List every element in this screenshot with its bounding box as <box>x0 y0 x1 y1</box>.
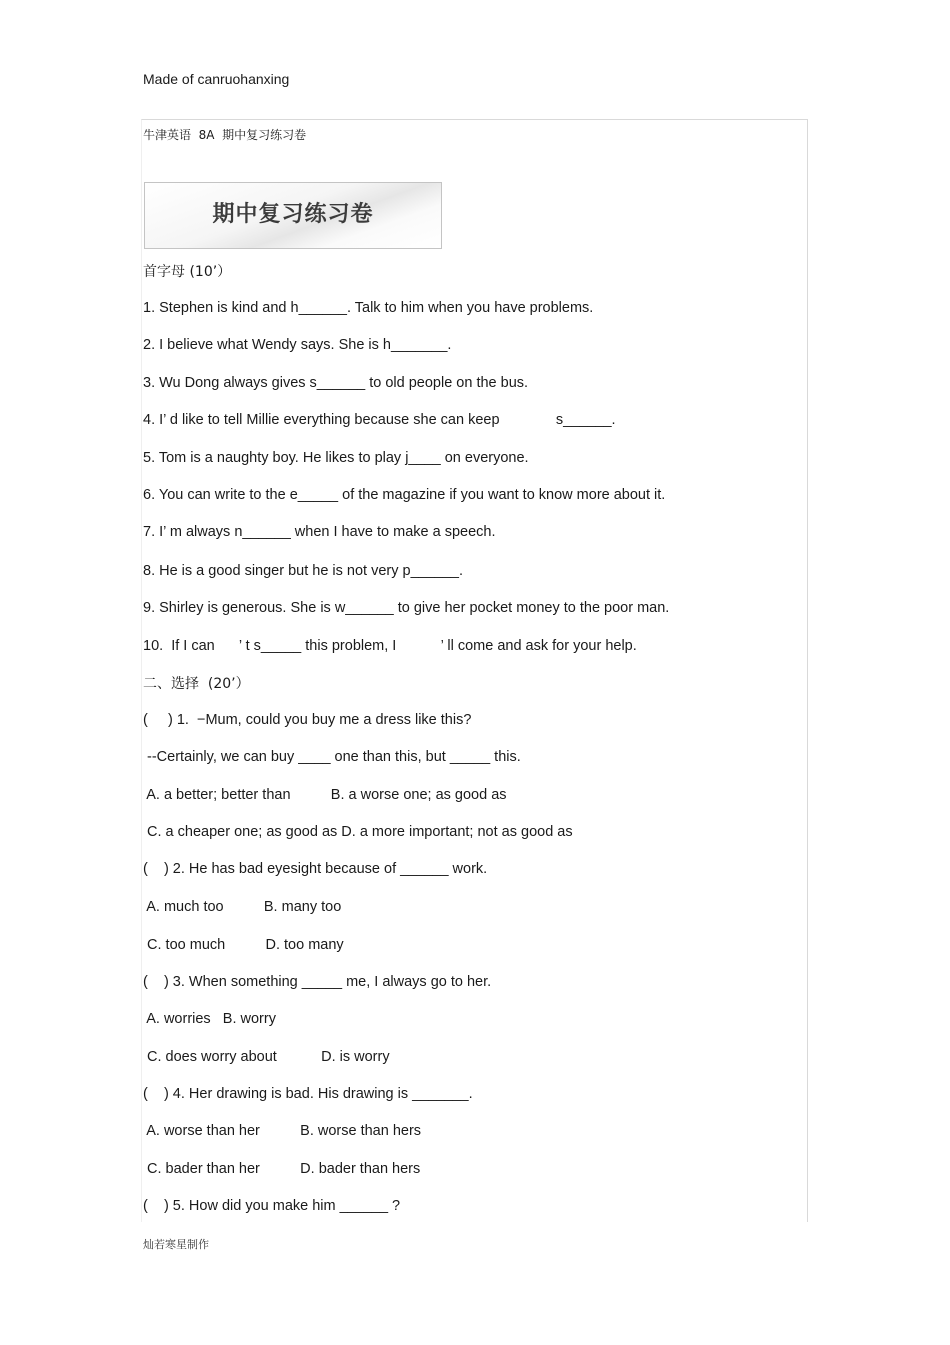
question-line: 1. Stephen is kind and h______. Talk to him when you have problems. <box>143 300 594 316</box>
choice-line: --Certainly, we can buy ____ one than this, but _____ this. <box>143 749 521 765</box>
choice-line: C. bader than her D. bader than hers <box>143 1161 421 1177</box>
section-1-title: 首字母 (10’） <box>143 264 232 280</box>
choice-line: C. does worry about D. is worry <box>143 1049 390 1065</box>
question-line: 4. I’ d like to tell Millie everything because she can keep s______. <box>143 412 616 428</box>
choice-line: C. too much D. too many <box>143 937 344 953</box>
question-line: 2. I believe what Wendy says. She is h_______. <box>143 337 452 353</box>
document-subtitle: 牛津英语 8A 期中复习练习卷 <box>143 128 307 142</box>
choice-line: A. worries B. worry <box>143 1011 276 1027</box>
choice-line: ( ) 4. Her drawing is bad. His drawing is _______. <box>143 1086 473 1102</box>
question-line: 3. Wu Dong always gives s______ to old people on the bus. <box>143 375 529 391</box>
question-line: 8. He is a good singer but he is not very p______. <box>143 563 464 579</box>
section-2-title: 二、选择 (20’） <box>143 676 250 692</box>
question-line: 10. If I can ’ t s_____ this problem, I ’ ll come and ask for your help. <box>143 638 637 654</box>
banner-title: 期中复习练习卷 <box>212 201 374 227</box>
choice-line: A. a better; better than B. a worse one; as good as <box>143 787 507 803</box>
header-made-of: Made of canruohanxing <box>143 71 290 87</box>
question-line: 5. Tom is a naughty boy. He likes to play j____ on everyone. <box>143 450 529 466</box>
choice-line: ( ) 2. He has bad eyesight because of ______ work. <box>143 861 488 877</box>
title-banner-image <box>144 182 442 249</box>
choice-line: A. much too B. many too <box>143 899 342 915</box>
choice-line: A. worse than her B. worse than hers <box>143 1123 422 1139</box>
question-line: 6. You can write to the e_____ of the magazine if you want to know more about it. <box>143 487 666 503</box>
choice-line: ( ) 1. −Mum, could you buy me a dress like this? <box>143 712 472 728</box>
choice-line: ( ) 5. How did you make him ______ ? <box>143 1198 401 1214</box>
question-line: 7. I’ m always n______ when I have to make a speech. <box>143 524 496 540</box>
question-line: 9. Shirley is generous. She is w______ to give her pocket money to the poor man. <box>143 600 670 616</box>
footer-text: 灿若寒星制作 <box>143 1238 209 1251</box>
choice-line: ( ) 3. When something _____ me, I always go to her. <box>143 974 492 990</box>
choice-line: C. a cheaper one; as good as D. a more important; not as good as <box>143 824 573 840</box>
